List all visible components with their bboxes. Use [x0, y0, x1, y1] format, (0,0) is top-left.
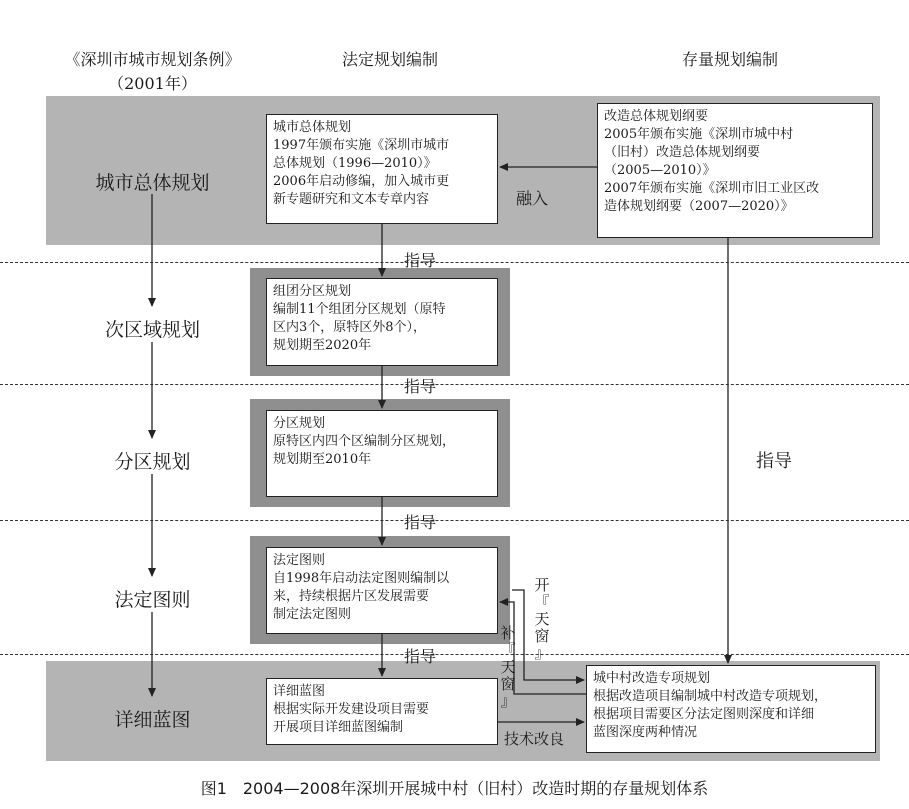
guide-label-2: 指导 [404, 377, 437, 396]
header-stock: 存量规划编制 [681, 50, 778, 69]
level-district-plan: 分区规划 [114, 451, 191, 473]
header-regulation: 《深圳市城市规划条例》 （2001年） [64, 50, 241, 93]
header-statutory: 法定规划编制 [341, 50, 438, 69]
fill-skylight-label: 补 『 天 窗 』 [500, 624, 516, 710]
guide-label-3: 指导 [404, 513, 437, 532]
integrate-label: 融入 [516, 189, 549, 208]
guide-label-1: 指导 [404, 251, 437, 270]
level-statutory-plan: 法定图则 [114, 589, 191, 611]
open-skylight-label: 开 『 天 窗 』 [534, 576, 550, 662]
tech-improve-label: 技术改良 [504, 730, 565, 748]
figure-caption: 图1 2004—2008年深圳开展城中村（旧村）改造时期的存量规划体系 [200, 779, 709, 798]
village-special-plan-box: 城中村改造专项规划 根据改造项目编制城中村改造专项规划， 根据项目需要区分法定图则深度和详细 蓝图深度两种情况 [586, 665, 876, 753]
renewal-outline-box: 改造总体规划纲要 2005年颁布实施《深圳市城中村 （旧村）改造总体规划纲要 （2005—2010）》 2007年颁布实施《深圳市旧工业区改 造体规划纲要（2007—2020）》 [597, 103, 873, 238]
level-master-plan: 城市总体规划 [95, 172, 210, 194]
district-plan-box: 分区规划 原特区内四个区编制分区规划， 规划期至2010年 [266, 410, 498, 497]
level-detailed-blueprint: 详细蓝图 [114, 709, 191, 731]
master-plan-box: 城市总体规划 1997年颁布实施《深圳市城市 总体规划（1996—2010）》 2006年启动修编，加入城市更 新专题研究和文本专章内容 [266, 114, 498, 224]
guide-label-long: 指导 [756, 451, 792, 472]
cluster-plan-box: 组团分区规划 编制11个组团分区规划（原特 区内3个，原特区外8个）， 规划期至2020年 [266, 278, 498, 366]
guide-label-4: 指导 [404, 647, 437, 666]
statutory-plan-box: 法定图则 自1998年启动法定图则编制以 来，持续根据片区发展需要 制定法定图则 [266, 547, 498, 634]
level-subregional-plan: 次区域规划 [104, 319, 200, 341]
detailed-blueprint-box: 详细蓝图 根据实际开发建设项目需要 开展项目详细蓝图编制 [266, 678, 498, 745]
